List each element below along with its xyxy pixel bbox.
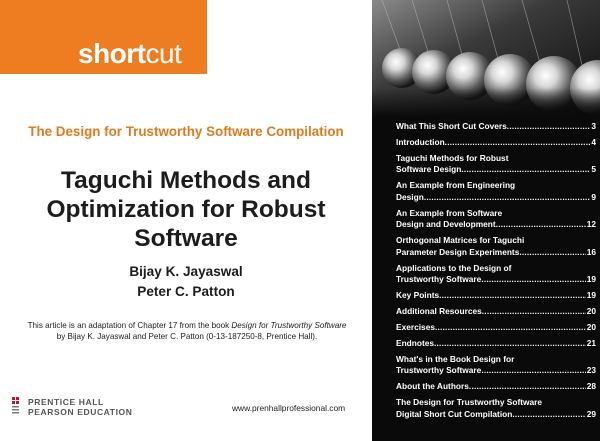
note-book-title: Design for Trustworthy Software [231, 321, 347, 330]
toc-page-number: 3 [591, 121, 596, 131]
author-name: Peter C. Patton [137, 284, 235, 299]
toc-entry[interactable] [396, 397, 596, 420]
adaptation-note [12, 320, 362, 342]
publisher-mark-icon [12, 397, 24, 415]
toc-page-number: 5 [591, 164, 596, 175]
toc-page-number: 4 [591, 136, 596, 147]
toc-entry-label: Digital Short Cut Compilation [396, 408, 513, 419]
toc-entry-label: Applications to the Design of [396, 262, 512, 273]
toc-entry[interactable] [396, 235, 596, 258]
publisher-name: PRENTICE HALL [28, 397, 104, 407]
toc-entry-label: What's in the Book Design for [396, 353, 515, 364]
toc-entry[interactable] [396, 153, 596, 176]
toc-leader-dots [481, 274, 585, 286]
toc-leader-dots [519, 247, 585, 259]
toc-entry[interactable] [396, 121, 596, 133]
toc-entry-label: Key Points [396, 290, 440, 301]
title-line: Software [134, 225, 238, 252]
toc-page-number: 19 [586, 274, 596, 285]
toc-entry-label: Orthogonal Matrices for Taguchi [396, 235, 525, 246]
toc-leader-dots [445, 137, 591, 149]
toc-entry-label: Design [396, 191, 424, 202]
toc-entry-label: Parameter Design Experiments [396, 246, 520, 257]
toc-page-number: 16 [586, 246, 596, 257]
toc-page-number: 12 [586, 219, 596, 230]
toc-entry-label: What This Short Cut Covers [396, 121, 507, 131]
toc-entry[interactable] [396, 137, 596, 149]
compilation-title: The Design for Trustworthy Software Compilation [28, 124, 344, 139]
toc-leader-dots [512, 409, 585, 421]
note-prefix: This article is an adaptation of Chapter 17 from the book [27, 321, 232, 330]
toc-page-number: 21 [586, 337, 596, 348]
publisher-website: www.prenhallprofessional.com [232, 403, 346, 413]
toc-entry-label: Software Design [396, 164, 462, 175]
note-suffix: by Bijay K. Jayaswal and Peter C. Patton (0-13-187250-8, Prentice Hall). [56, 332, 318, 341]
toc-entry[interactable] [396, 338, 596, 350]
toc-leader-dots [496, 219, 586, 231]
publisher-parent: PEARSON EDUCATION [28, 407, 133, 417]
toc-entry[interactable] [396, 180, 596, 203]
toc-page-number: 28 [586, 381, 596, 392]
toc-entry-label: The Design for Trustworthy Software [396, 397, 543, 408]
logo-word-bold: short [78, 38, 146, 69]
toc-page-number: 19 [586, 290, 596, 301]
toc-page-number: 20 [586, 306, 596, 317]
toc-entry[interactable] [396, 208, 596, 231]
shortcut-logo [0, 0, 207, 74]
table-of-contents [396, 121, 596, 425]
toc-entry[interactable] [396, 290, 596, 302]
authors [0, 262, 372, 302]
toc-leader-dots [482, 306, 586, 318]
toc-entry-label: An Example from Software [396, 207, 503, 218]
toc-entry-label: Introduction [396, 136, 445, 147]
author-name: Bijay K. Jayaswal [129, 264, 243, 279]
toc-leader-dots [461, 164, 590, 176]
toc-entry[interactable] [396, 263, 596, 286]
toc-entry-label: Taguchi Methods for Robust [396, 152, 509, 163]
toc-entry[interactable] [396, 381, 596, 393]
toc-entry-label: An Example from Engineering [396, 180, 516, 191]
toc-entry-label: Endnotes [396, 337, 435, 348]
cover-right-panel [372, 0, 600, 441]
toc-leader-dots [469, 381, 586, 393]
toc-entry-label: About the Authors [396, 381, 469, 392]
toc-page-number: 9 [591, 191, 596, 202]
toc-entry-label: Additional Resources [396, 306, 482, 317]
toc-leader-dots [439, 290, 586, 302]
logo-word-light: cut [145, 38, 182, 69]
toc-page-number: 29 [586, 408, 596, 419]
title-line: Taguchi Methods and [61, 167, 311, 194]
book-title [0, 166, 372, 253]
toc-entry[interactable] [396, 306, 596, 318]
toc-entry-label: Trustworthy Software [396, 365, 482, 376]
toc-leader-dots [481, 365, 585, 377]
toc-entry[interactable] [396, 322, 596, 334]
toc-page-number: 20 [586, 321, 596, 332]
toc-leader-dots [507, 121, 591, 133]
toc-entry-label: Exercises [396, 321, 435, 332]
toc-page-number: 23 [586, 365, 596, 376]
toc-entry-label: Trustworthy Software [396, 274, 482, 285]
toc-entry[interactable] [396, 354, 596, 377]
toc-leader-dots [435, 322, 586, 334]
toc-leader-dots [424, 192, 591, 204]
toc-leader-dots [434, 338, 586, 350]
title-line: Optimization for Robust [46, 196, 326, 223]
newtons-cradle-photo [372, 0, 600, 118]
toc-entry-label: Design and Development [396, 219, 496, 230]
